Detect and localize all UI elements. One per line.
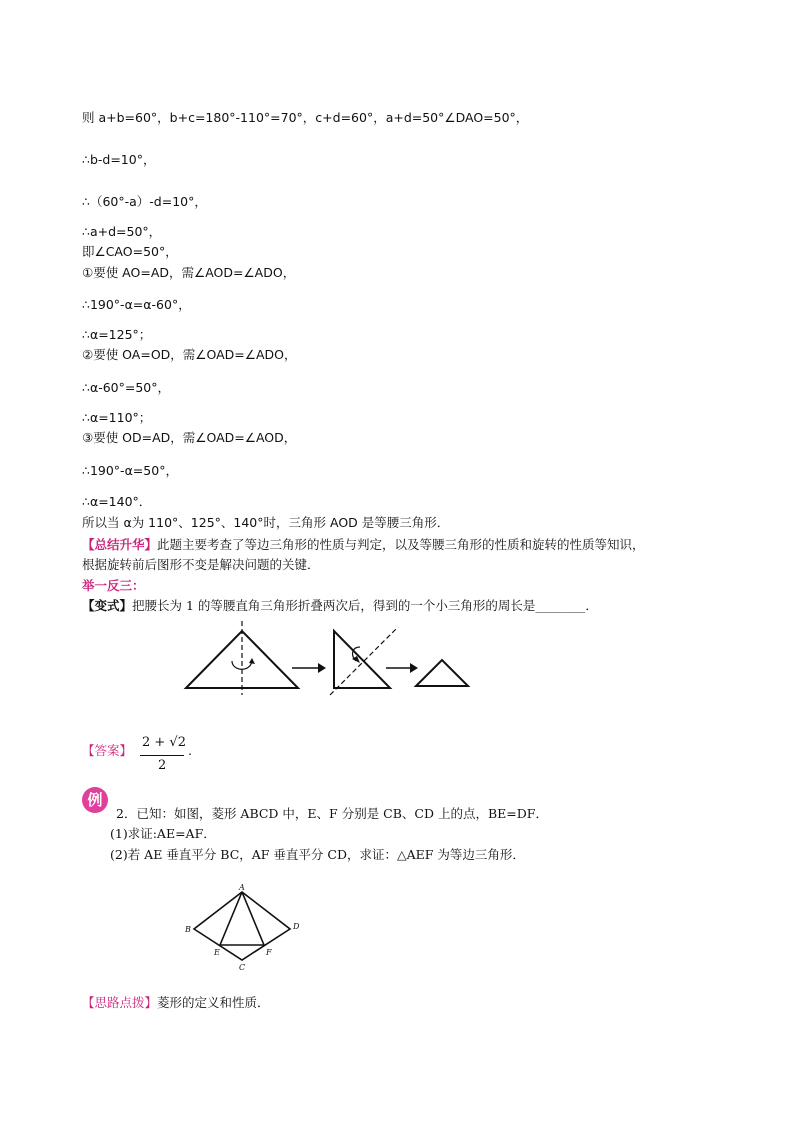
solution-line-11: ∴α=110°；	[82, 410, 152, 425]
solution-line-4: ∴a+d=50°，	[82, 224, 162, 239]
example-line-3: (2)若 AE 垂直平分 BC，AF 垂直平分 CD，求证：△AEF 为等边三角形．	[110, 847, 525, 862]
fraction-bar	[140, 755, 184, 756]
summary-text-1: 此题主要考查了等边三角形的性质与判定，以及等腰三角形的性质和旋转的性质等知识，	[157, 537, 645, 552]
solution-line-5: 即∠CAO=50°，	[82, 244, 178, 259]
arrow-1-head-icon	[318, 663, 326, 673]
answer-label: 【答案】	[82, 743, 133, 758]
hint-line	[82, 995, 270, 1011]
solution-line-9: ②要使 OA=OD，需∠OAD=∠ADO，	[82, 347, 297, 362]
hint-tag: 【思路点拨】	[82, 995, 158, 1010]
summary-line-1	[82, 537, 645, 553]
label-f: F	[266, 948, 272, 957]
variant-line	[82, 598, 598, 614]
variant-text: 把腰长为 1 的等腰直角三角形折叠两次后，得到的一个小三角形的周长是________．	[132, 598, 598, 613]
solution-line-15: 所以当 α为 110°、125°、140°时，三角形 AOD 是等腰三角形．	[82, 515, 450, 530]
solution-line-10: ∴α-60°=50°，	[82, 380, 170, 395]
answer-denominator: 2	[158, 758, 167, 773]
solution-line-13: ∴190°-α=50°，	[82, 463, 178, 478]
solution-line-12: ③要使 OD=AD，需∠OAD=∠AOD，	[82, 430, 297, 445]
right-triangle	[334, 631, 390, 688]
practice-heading: 举一反三：	[82, 578, 145, 593]
label-b: B	[185, 925, 191, 934]
solution-line-8: ∴α=125°；	[82, 327, 152, 342]
label-a: A	[239, 883, 245, 892]
fold-arrow-head-icon	[249, 658, 255, 664]
solution-line-3: ∴（60°-a）-d=10°，	[82, 194, 207, 209]
variant-tag: 【变式】	[82, 598, 133, 613]
answer-numerator: 2 + √2	[142, 735, 186, 750]
example-line-1: 2．已知：如图，菱形 ABCD 中，E、F 分别是 CB、CD 上的点，BE=DF．	[116, 806, 548, 821]
rhombus-abcd	[194, 892, 290, 960]
example-badge: 例	[82, 787, 108, 813]
label-e: E	[214, 948, 220, 957]
summary-tag: 【总结升华】	[82, 537, 158, 552]
rhombus-figure	[180, 882, 310, 972]
folding-diagram	[180, 615, 480, 697]
example-line-2: (1)求证:AE=AF．	[110, 826, 216, 841]
small-triangle	[416, 660, 468, 686]
arrow-2-head-icon	[410, 663, 418, 673]
solution-line-1: 则 a+b=60°，b+c=180°-110°=70°，c+d=60°，a+d=50°∠DAO=50°，	[82, 110, 529, 125]
solution-line-7: ∴190°-α=α-60°，	[82, 297, 191, 312]
solution-line-6: ①要使 AO=AD，需∠AOD=∠ADO，	[82, 265, 296, 280]
hint-text: 菱形的定义和性质．	[157, 995, 270, 1010]
summary-line-2: 根据旋转前后图形不变是解决问题的关键．	[82, 557, 320, 572]
answer-period: .	[188, 743, 192, 758]
solution-line-14: ∴α=140°．	[82, 494, 152, 509]
label-c: C	[239, 963, 246, 972]
label-d: D	[293, 922, 300, 931]
answer-tag	[82, 743, 132, 759]
solution-line-2: ∴b-d=10°，	[82, 152, 156, 167]
